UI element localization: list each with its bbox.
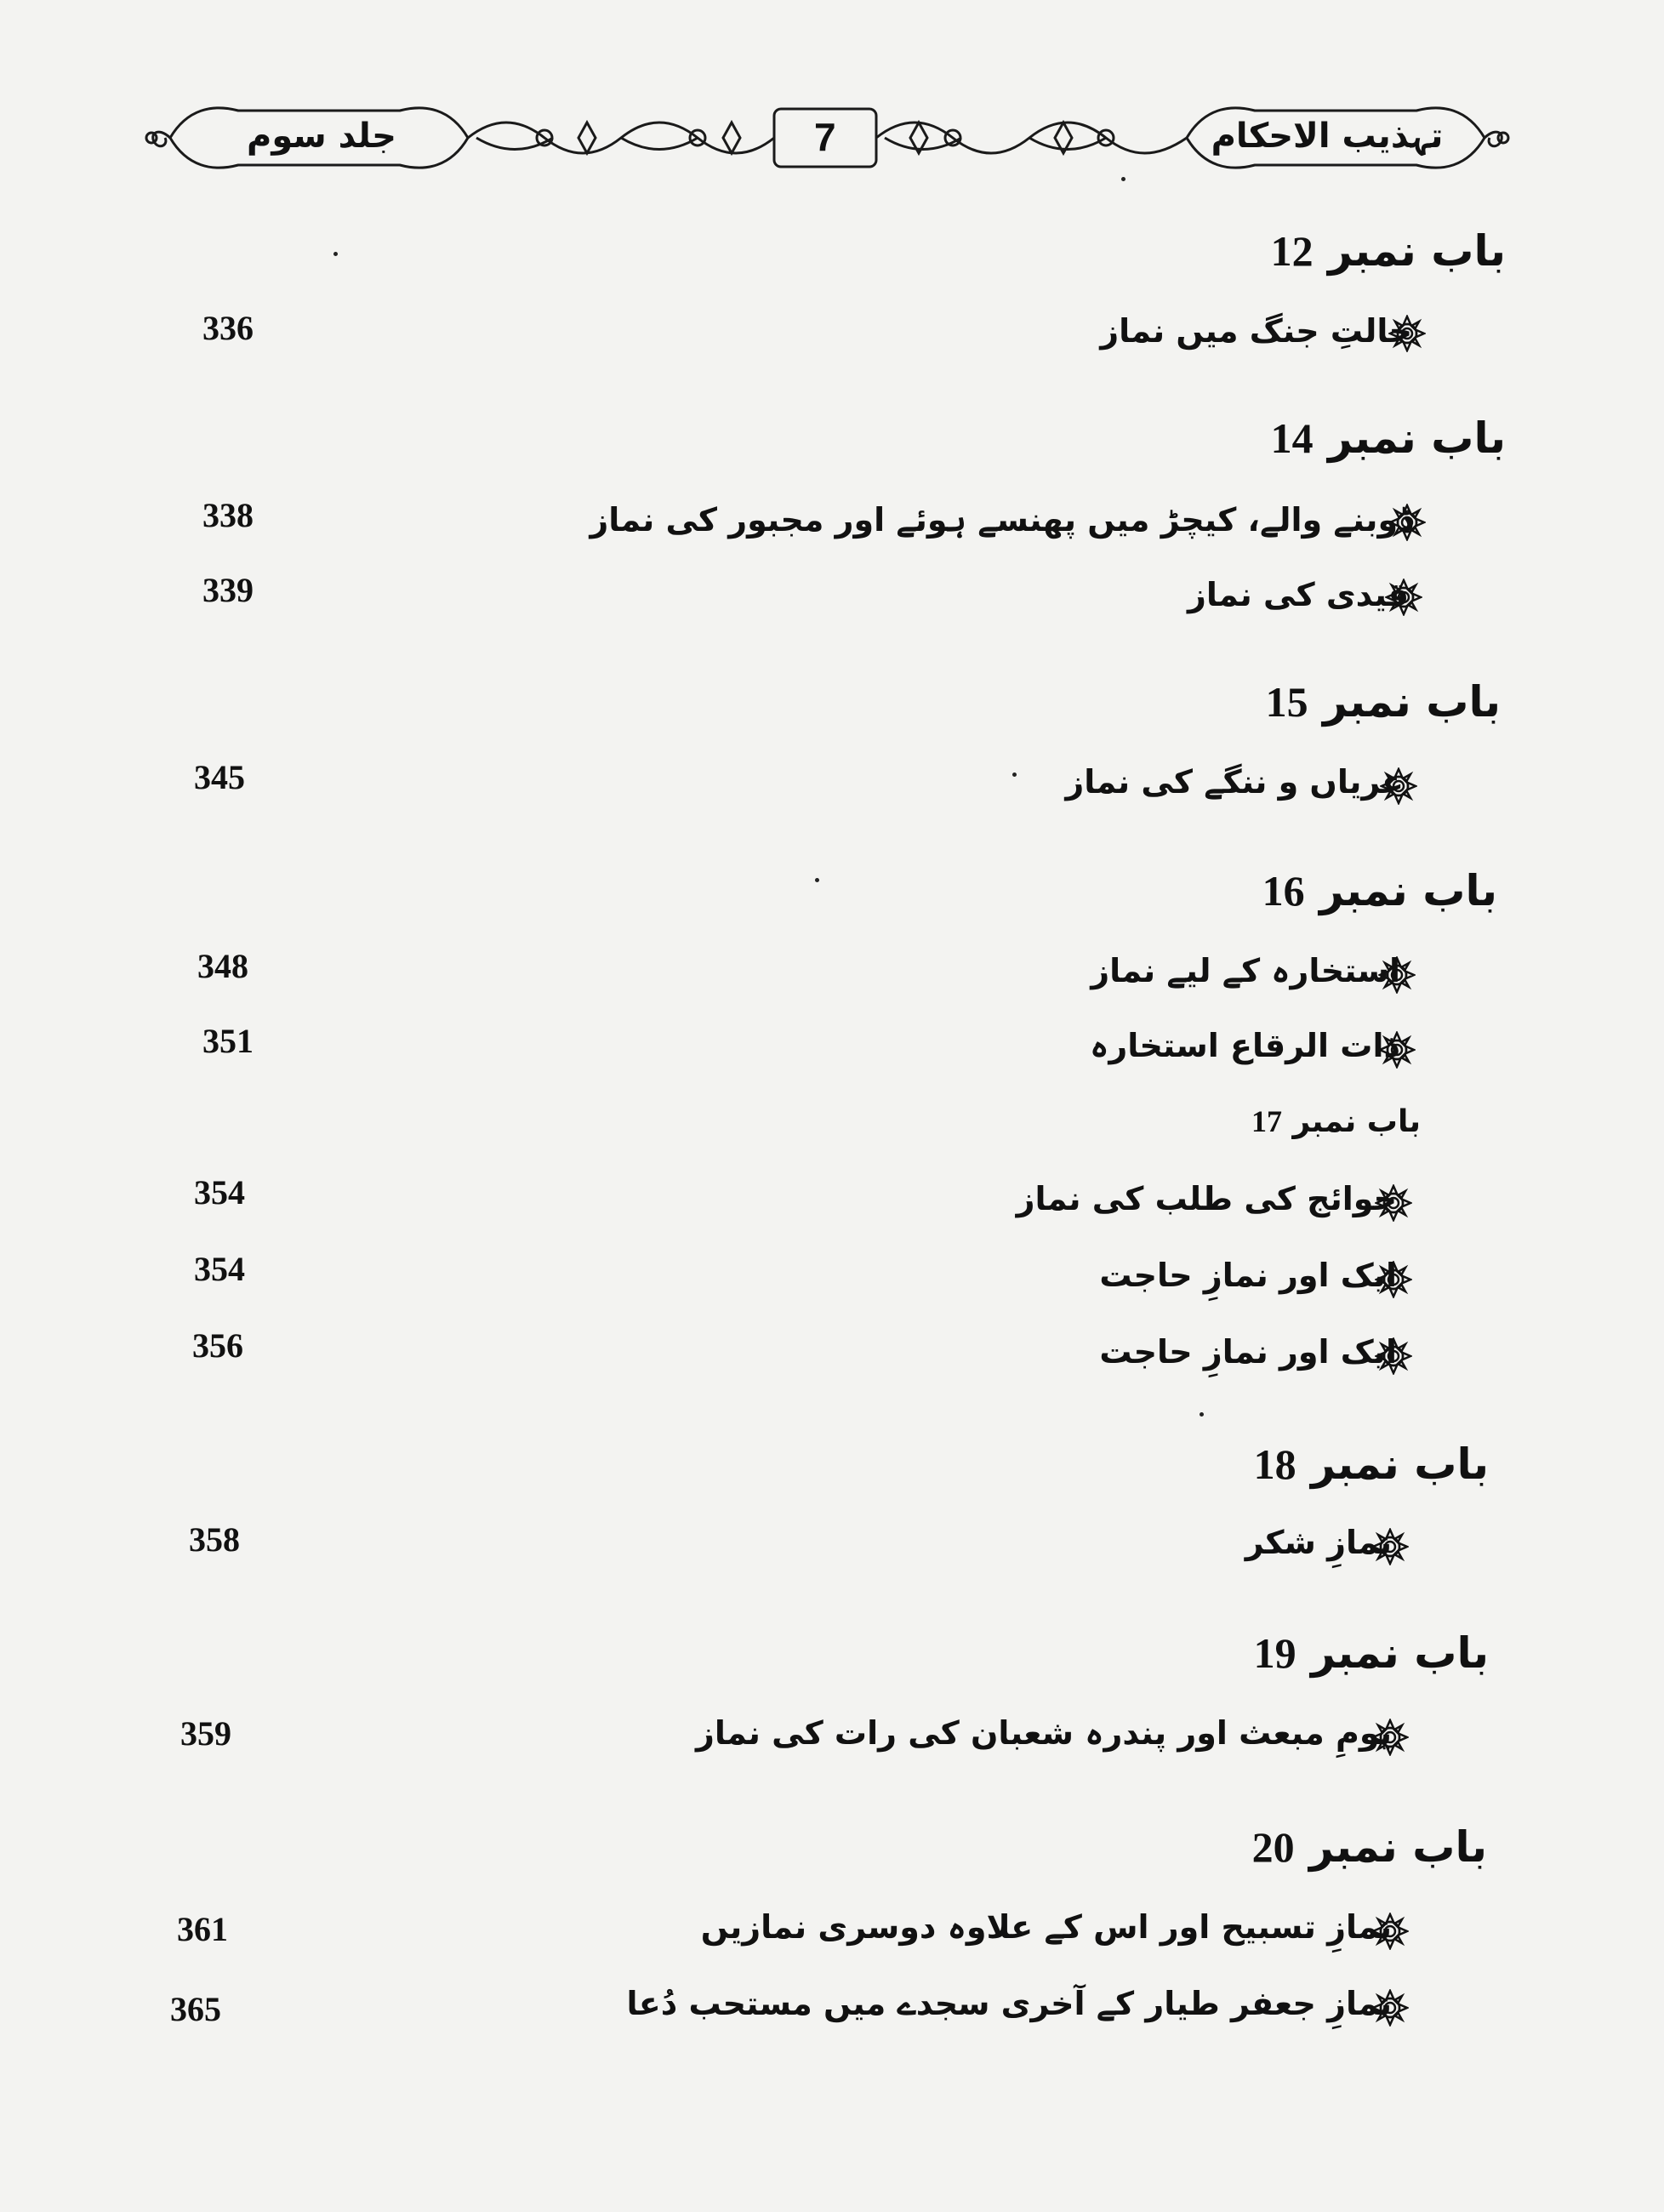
- toc-page-number: 339: [202, 571, 254, 609]
- toc-entry[interactable]: استخارہ کے لیے نماز: [1091, 952, 1400, 989]
- chapter-number: 14: [1270, 414, 1314, 462]
- chapter-number: 18: [1253, 1440, 1296, 1488]
- toc-page-number: 358: [189, 1520, 240, 1559]
- chapter-heading-15: [1265, 677, 1501, 727]
- volume-label: جلد سوم: [247, 117, 396, 156]
- toc-page-number: 359: [180, 1714, 231, 1753]
- chapter-label: باب نمبر: [1292, 1104, 1421, 1139]
- toc-entry[interactable]: یومِ مبعث اور پندرہ شعبان کی رات کی نماز: [696, 1714, 1392, 1752]
- chapter-heading-16: [1262, 866, 1497, 915]
- toc-entry[interactable]: نمازِ جعفر طیار کے آخری سجدے میں مستحب دُعا: [626, 1985, 1392, 2022]
- chapter-label: باب نمبر: [1310, 1440, 1489, 1489]
- chapter-heading-20: [1251, 1822, 1487, 1872]
- page-header: [145, 92, 1510, 184]
- chapter-heading-17: [1251, 1106, 1421, 1137]
- scan-speck: [1012, 772, 1017, 777]
- toc-entry[interactable]: ایک اور نمازِ حاجت: [1099, 1333, 1397, 1371]
- toc-page-number: 354: [194, 1250, 245, 1288]
- chapter-label: باب نمبر: [1327, 226, 1506, 276]
- chapter-label: باب نمبر: [1308, 1822, 1487, 1872]
- toc-entry[interactable]: ڈوبنے والے، کیچڑ میں پھنسے ہوئے اور مجبور کی نماز: [590, 501, 1412, 539]
- toc-entry[interactable]: حالتِ جنگ میں نماز: [1100, 312, 1412, 350]
- toc-page-number: 336: [202, 309, 254, 347]
- chapter-label: باب نمبر: [1319, 866, 1497, 915]
- chapter-heading-12: [1270, 226, 1506, 276]
- chapter-number: 12: [1270, 227, 1314, 275]
- toc-page-number: 365: [170, 1990, 221, 2028]
- toc-page-number: 338: [202, 496, 254, 534]
- toc-page-number: 351: [202, 1022, 254, 1060]
- chapter-heading-14: [1270, 413, 1506, 463]
- chapter-number: 19: [1253, 1629, 1296, 1677]
- book-title: تہذیب الاحکام: [1211, 117, 1444, 156]
- toc-entry[interactable]: عریاں و ننگے کی نماز: [1065, 763, 1404, 801]
- chapter-label: باب نمبر: [1322, 677, 1501, 727]
- chapter-number: 16: [1262, 867, 1305, 915]
- toc-entry[interactable]: حوائج کی طلب کی نماز: [1016, 1180, 1397, 1217]
- toc-page-number: 348: [197, 947, 248, 985]
- chapter-number: 17: [1251, 1104, 1282, 1138]
- page-number: 7: [814, 115, 836, 159]
- toc-entry[interactable]: ایک اور نمازِ حاجت: [1099, 1257, 1397, 1294]
- chapter-label: باب نمبر: [1310, 1628, 1489, 1678]
- chapter-label: باب نمبر: [1327, 413, 1506, 463]
- toc-entry[interactable]: ذات الرقاع استخارہ: [1090, 1027, 1400, 1064]
- toc-page-number: 354: [194, 1173, 245, 1211]
- toc-entry[interactable]: قیدی کی نماز: [1187, 576, 1409, 613]
- scan-speck: [815, 878, 819, 882]
- chapter-heading-19: [1253, 1628, 1489, 1678]
- scan-speck: [1121, 177, 1125, 181]
- toc-page-number: 361: [177, 1910, 228, 1948]
- toc-page-number: 345: [194, 758, 245, 796]
- chapter-number: 15: [1265, 678, 1308, 726]
- scan-speck: [333, 252, 338, 256]
- chapter-number: 20: [1251, 1823, 1295, 1871]
- toc-page-number: 356: [192, 1326, 243, 1365]
- scan-speck: [1200, 1412, 1204, 1417]
- toc-entry[interactable]: نمازِ تسبیح اور اس کے علاوہ دوسری نمازیں: [700, 1908, 1392, 1946]
- chapter-heading-18: [1253, 1440, 1489, 1489]
- toc-entry[interactable]: نمازِ شکر: [1245, 1524, 1392, 1561]
